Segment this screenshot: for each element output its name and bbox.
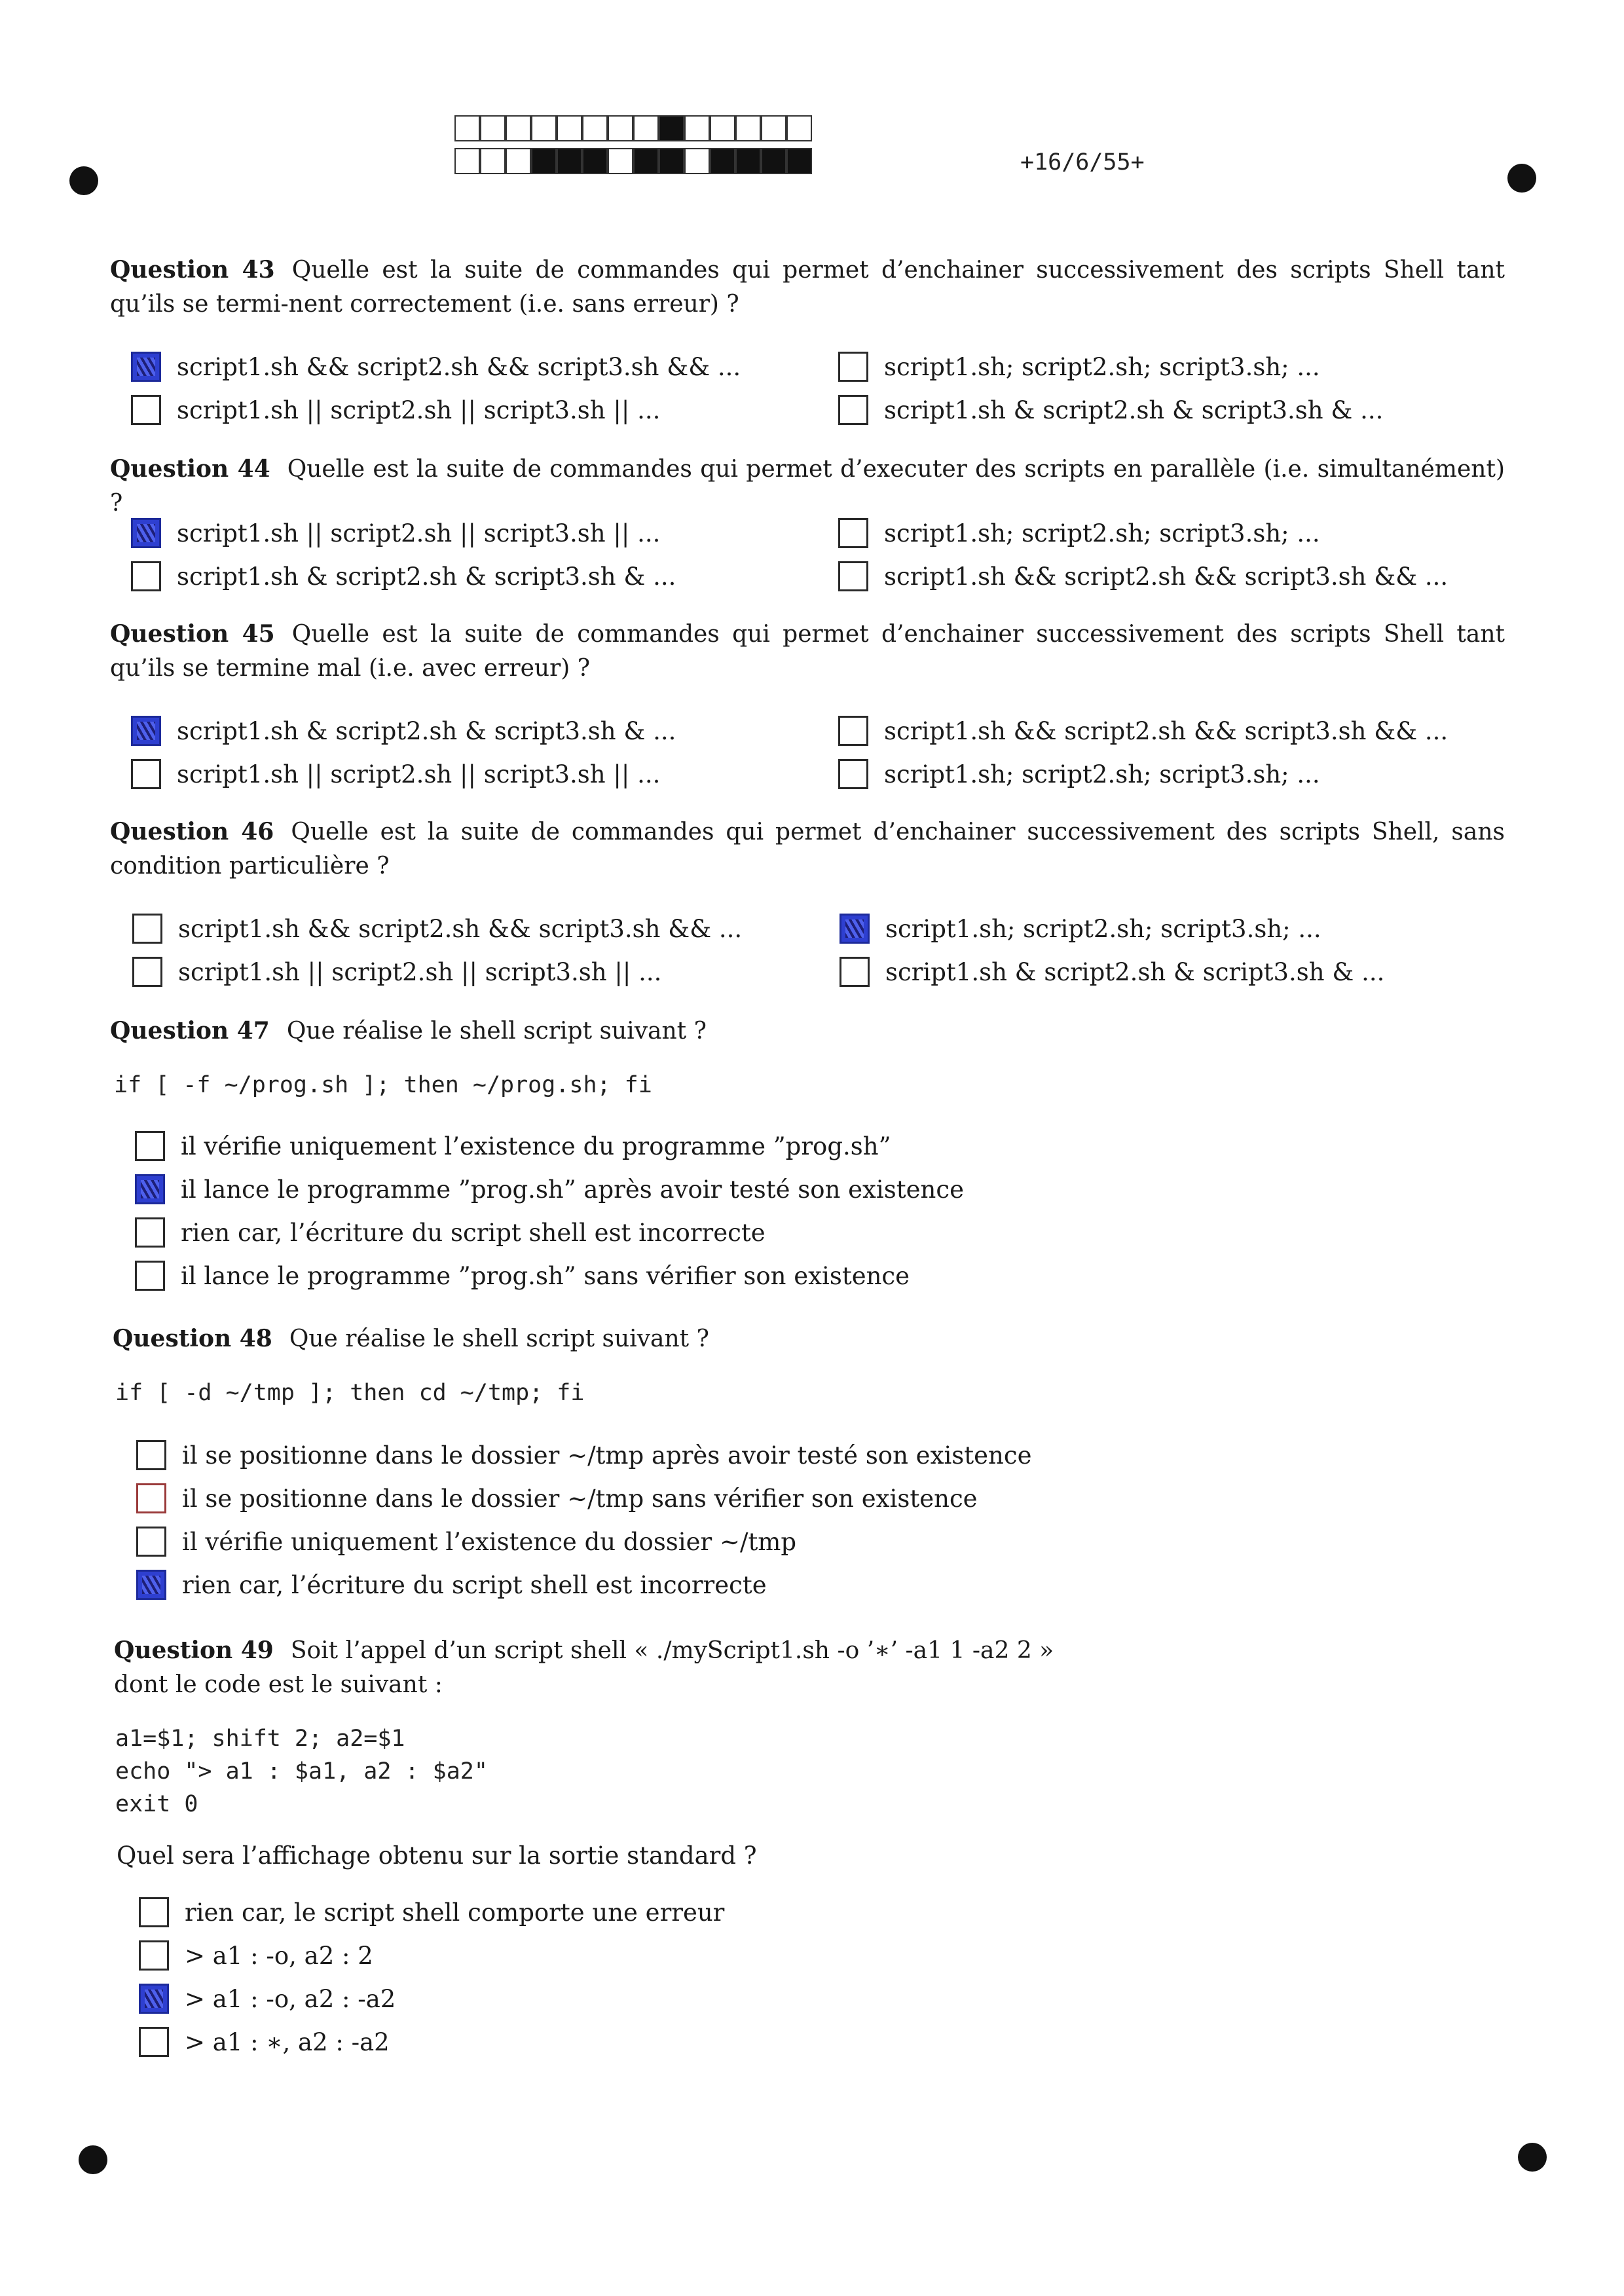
choice-text: il se positionne dans le dossier ∼/tmp après avoir testé son existence [182,1441,1032,1470]
q45-choice-c[interactable] [131,756,660,792]
q46-choice-a[interactable] [132,910,742,947]
id-grid-cell [659,115,684,141]
question-48 [113,1322,1507,1356]
q49-choice-b[interactable] [139,1937,373,1974]
checkbox[interactable] [139,2027,169,2057]
q44-choice-a[interactable] [131,515,660,551]
id-grid-cell [480,115,506,141]
choice-text: il lance le programme ”prog.sh” sans vérifier son existence [181,1261,910,1290]
code-line: echo "> a1 : $a1, a2 : $a2" [115,1758,488,1785]
id-grid-cell [761,148,786,174]
id-grid-cell [735,148,761,174]
question-text-continued: dont le code est le suivant : [114,1671,443,1698]
id-grid-cell [684,148,710,174]
question-text: Quelle est la suite de commandes qui permet d’enchainer successivement des scripts Shell tant qu’ils se termine mal (i.e. avec erreur) ? [110,621,1505,682]
choice-text: script1.sh & script2.sh & script3.sh & ... [884,396,1384,424]
id-grid-cell [454,148,480,174]
checkbox[interactable] [838,352,868,382]
question-label: Question 43 [110,256,275,284]
choice-text: script1.sh && script2.sh && script3.sh && ... [177,352,741,381]
q49-choice-c[interactable] [139,1980,396,2017]
q43-choice-a[interactable] [131,348,741,385]
checkbox[interactable] [139,1940,169,1971]
question-text: Quelle est la suite de commandes qui permet d’enchainer successivement des scripts Shell, sans condition particulière ? [110,819,1505,880]
registration-mark-top-right [1507,164,1536,193]
choice-text: > a1 : -o, a2 : -a2 [185,1984,396,2013]
page-code: +16/6/55+ [1020,149,1145,176]
choice-text: script1.sh && script2.sh && script3.sh && ... [178,914,743,943]
choice-text: > a1 : -o, a2 : 2 [185,1941,373,1970]
choice-text: script1.sh || script2.sh || script3.sh || ... [178,957,662,986]
q48-choice-b[interactable] [136,1480,978,1517]
question-text: Quelle est la suite de commandes qui permet d’executer des scripts en parallèle (i.e. simultanément) ? [110,456,1505,517]
id-grid-cell [557,148,582,174]
question-45 [110,617,1505,686]
checkbox[interactable] [135,1217,165,1248]
id-grid-cell [735,115,761,141]
question-label: Question 48 [113,1325,272,1352]
choice-text: script1.sh && script2.sh && script3.sh && ... [884,562,1449,591]
checkbox[interactable] [136,1483,166,1513]
q43-choice-d[interactable] [838,392,1383,428]
id-grid-cell [531,115,557,141]
choice-text: il vérifie uniquement l’existence du dossier ∼/tmp [182,1527,797,1556]
question-43 [110,253,1505,322]
q49-choice-d[interactable] [139,2024,390,2060]
checkbox[interactable] [131,352,161,382]
q47-choice-a[interactable] [135,1128,891,1164]
q46-choice-c[interactable] [132,954,661,990]
checkbox[interactable] [132,914,162,944]
checkbox[interactable] [136,1527,166,1557]
question-label: Question 47 [110,1017,270,1045]
checkbox[interactable] [838,518,868,548]
choice-text: script1.sh || script2.sh || script3.sh || ... [177,396,661,424]
choice-text: il se positionne dans le dossier ∼/tmp sans vérifier son existence [182,1484,978,1513]
checkbox[interactable] [135,1131,165,1161]
checkbox[interactable] [840,957,870,987]
q46-choice-d[interactable] [840,954,1384,990]
id-grid-cell [582,148,608,174]
id-grid-cell [659,148,684,174]
id-grid-cell [454,115,480,141]
q45-choice-a[interactable] [131,713,676,749]
code-line: exit 0 [115,1791,198,1817]
registration-mark-bottom-right [1518,2143,1547,2172]
q43-choice-c[interactable] [131,392,660,428]
registration-mark-top-left [69,166,98,195]
registration-mark-bottom-left [79,2145,107,2174]
question-47 [110,1014,1505,1048]
id-grid-cell [531,148,557,174]
id-grid-cell [761,115,786,141]
student-id-grid [454,115,812,181]
checkbox[interactable] [135,1174,165,1204]
question-label: Question 45 [110,620,275,648]
choice-text: il vérifie uniquement l’existence du programme ”prog.sh” [181,1132,891,1160]
id-grid-cell [633,115,659,141]
choice-text: script1.sh || script2.sh || script3.sh || ... [177,519,661,547]
choice-text: script1.sh; script2.sh; script3.sh; ... [885,914,1321,943]
question-label: Question 46 [110,818,274,845]
question-label: Question 49 [114,1637,274,1664]
choice-text: script1.sh & script2.sh & script3.sh & ... [177,716,676,745]
checkbox[interactable] [131,518,161,548]
choice-text: il lance le programme ”prog.sh” après avoir testé son existence [181,1175,964,1204]
choice-text: script1.sh && script2.sh && script3.sh && ... [884,716,1449,745]
q43-choice-b[interactable] [838,348,1320,385]
id-grid-cell [608,148,633,174]
choice-text: script1.sh || script2.sh || script3.sh || ... [177,760,661,788]
choice-text: rien car, l’écriture du script shell est incorrecte [182,1570,767,1599]
question-text: Quelle est la suite de commandes qui permet d’enchainer successivement des scripts Shell tant qu’ils se termi-nent correctement (i.e. sans erreur) ? [110,257,1505,318]
id-grid-cell [557,115,582,141]
question-46 [110,815,1505,883]
checkbox[interactable] [838,395,868,425]
choice-text: script1.sh; script2.sh; script3.sh; ... [884,352,1320,381]
id-grid-cell [633,148,659,174]
choice-text: rien car, le script shell comporte une erreur [185,1898,725,1927]
id-grid-cell [582,115,608,141]
q44-choice-d[interactable] [838,558,1448,595]
id-grid-cell [710,148,735,174]
checkbox[interactable] [131,561,161,591]
checkbox[interactable] [840,914,870,944]
q48-choice-a[interactable] [136,1437,1031,1473]
id-grid-cell [506,148,531,174]
question-label: Question 44 [110,455,270,483]
id-grid-cell [608,115,633,141]
id-grid-cell [786,148,812,174]
choice-text: script1.sh & script2.sh & script3.sh & ... [177,562,676,591]
checkbox[interactable] [838,561,868,591]
id-grid-row [454,115,812,144]
code-line: a1=$1; shift 2; a2=$1 [115,1726,405,1752]
id-grid-cell [710,115,735,141]
code-snippet-47: if [ -f ~/prog.sh ]; then ~/prog.sh; fi [114,1072,652,1098]
q45-choice-b[interactable] [838,713,1448,749]
checkbox[interactable] [838,759,868,789]
id-grid-cell [480,148,506,174]
checkbox[interactable] [132,957,162,987]
checkbox[interactable] [838,716,868,746]
code-snippet-48: if [ -d ~/tmp ]; then cd ~/tmp; fi [115,1380,585,1406]
checkbox[interactable] [131,759,161,789]
question-text: Que réalise le shell script suivant ? [289,1325,709,1352]
q48-choice-c[interactable] [136,1523,796,1560]
question-text: Soit l’appel d’un script shell « ./myScript1.sh -o ’∗’ -a1 1 -a2 2 » [290,1637,1054,1664]
choice-text: script1.sh; script2.sh; script3.sh; ... [884,760,1320,788]
q47-choice-b[interactable] [135,1171,964,1208]
checkbox[interactable] [139,1897,169,1927]
choice-text: rien car, l’écriture du script shell est incorrecte [181,1218,766,1247]
q44-choice-c[interactable] [131,558,676,595]
q46-choice-b[interactable] [840,910,1321,947]
question-44 [110,452,1505,521]
checkbox[interactable] [136,1570,166,1600]
id-grid-cell [684,115,710,141]
checkbox[interactable] [136,1440,166,1470]
checkbox[interactable] [131,716,161,746]
choice-text: script1.sh; script2.sh; script3.sh; ... [884,519,1320,547]
choice-text: script1.sh & script2.sh & script3.sh & ... [885,957,1385,986]
checkbox[interactable] [135,1261,165,1291]
q47-choice-d[interactable] [135,1257,910,1294]
choice-text: > a1 : ∗, a2 : -a2 [185,2028,390,2056]
question-text: Que réalise le shell script suivant ? [286,1018,707,1045]
q49-choice-a[interactable] [139,1894,724,1931]
question-49 [114,1633,1509,1702]
q47-choice-c[interactable] [135,1214,766,1251]
q44-choice-b[interactable] [838,515,1320,551]
id-grid-cell [506,115,531,141]
code-snippet-49 [115,1722,488,1821]
id-grid-row [454,148,812,177]
checkbox[interactable] [139,1984,169,2014]
q45-choice-d[interactable] [838,756,1320,792]
q48-choice-d[interactable] [136,1566,767,1603]
question-49-prompt: Quel sera l’affichage obtenu sur la sortie standard ? [117,1842,757,1870]
checkbox[interactable] [131,395,161,425]
id-grid-cell [786,115,812,141]
